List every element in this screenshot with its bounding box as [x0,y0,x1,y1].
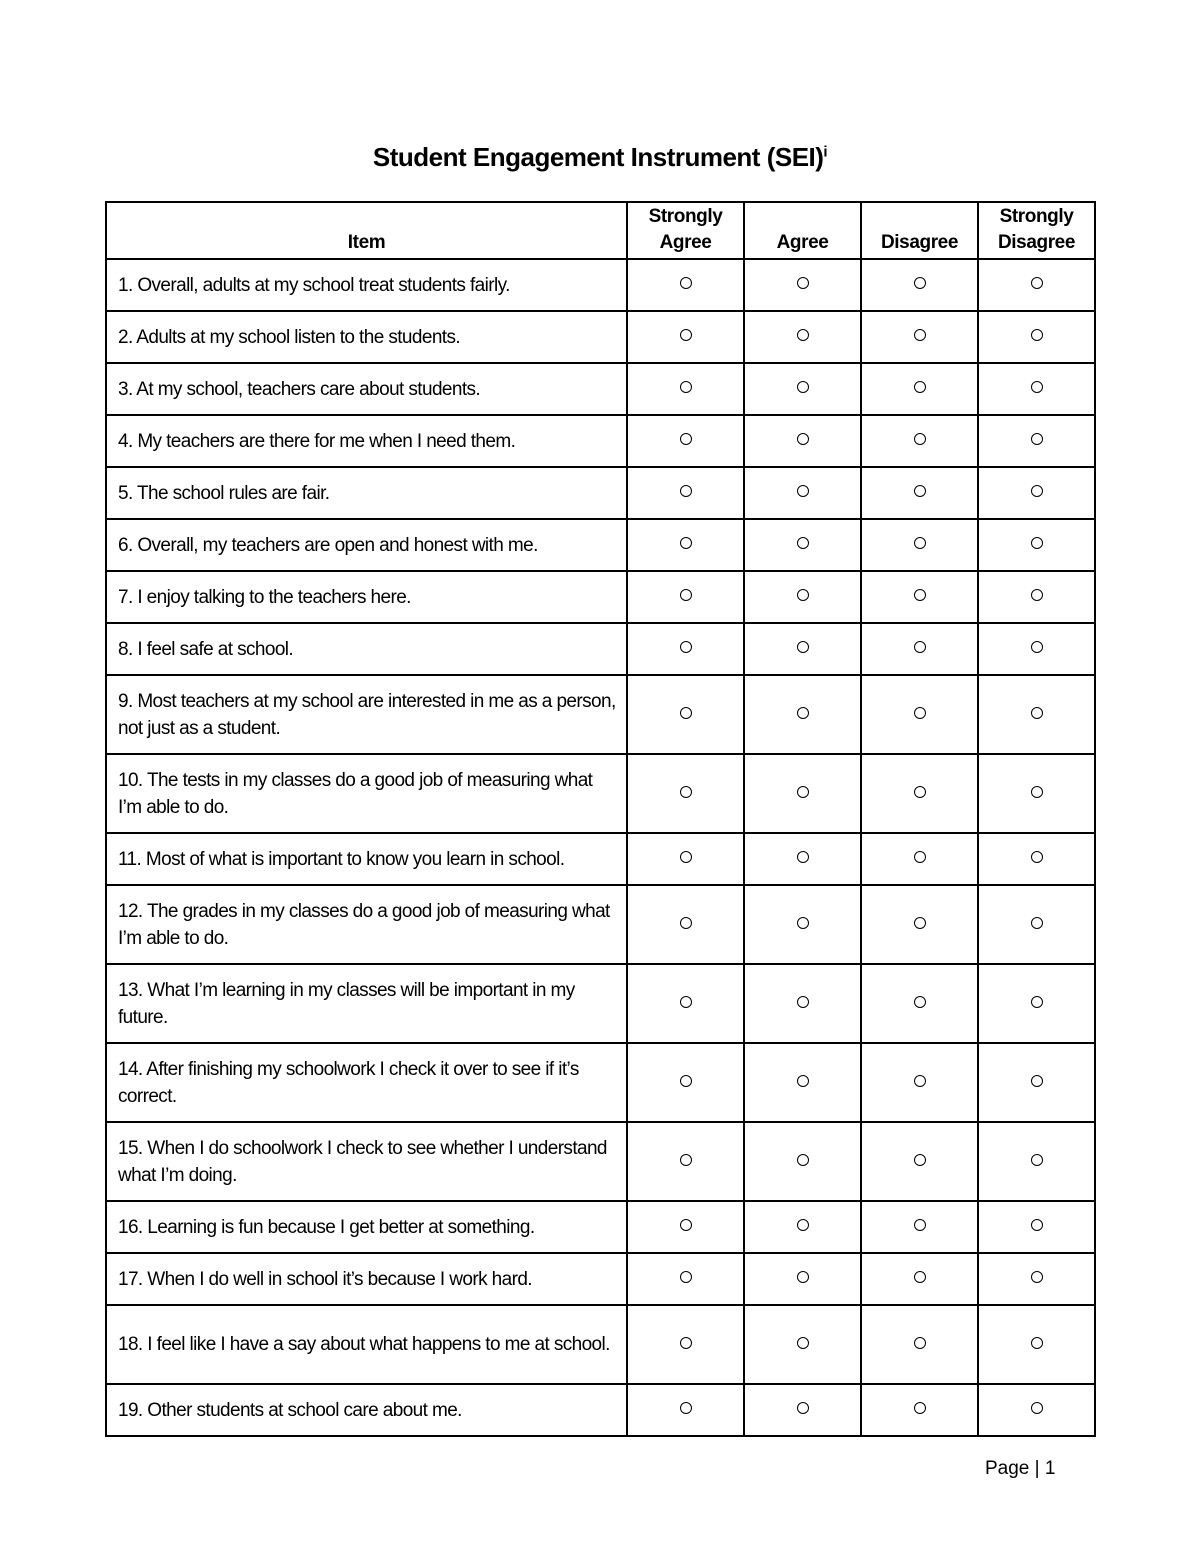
option-cell-strongly-agree [627,1201,744,1253]
column-header-item [106,202,627,259]
option-cell-strongly-disagree [978,623,1095,675]
item-text: 6. Overall, my teachers are open and honest with me. [106,519,627,571]
table-row [106,363,1095,415]
option-cell-strongly-agree [627,1043,744,1122]
option-cell-disagree [861,754,978,833]
radio-strongly-agree[interactable] [680,786,692,798]
option-cell-agree [744,675,861,754]
option-cell-agree [744,519,861,571]
radio-strongly-disagree[interactable] [1031,485,1043,497]
radio-strongly-agree[interactable] [680,381,692,393]
radio-strongly-disagree[interactable] [1031,537,1043,549]
radio-agree[interactable] [797,589,809,601]
option-cell-disagree [861,1043,978,1122]
table-row [106,623,1095,675]
option-cell-strongly-agree [627,259,744,311]
radio-strongly-disagree[interactable] [1031,1154,1043,1166]
table-row [106,1122,1095,1201]
column-header-strongly-agree [627,202,744,259]
radio-agree[interactable] [797,277,809,289]
radio-strongly-agree[interactable] [680,1402,692,1414]
option-cell-agree [744,1384,861,1436]
option-cell-disagree [861,1122,978,1201]
option-cell-agree [744,1201,861,1253]
radio-disagree[interactable] [914,1219,926,1231]
radio-strongly-agree[interactable] [680,1337,692,1349]
table-row [106,519,1095,571]
radio-strongly-disagree[interactable] [1031,1337,1043,1349]
radio-disagree[interactable] [914,537,926,549]
option-cell-strongly-disagree [978,885,1095,964]
radio-strongly-agree[interactable] [680,917,692,929]
option-cell-agree [744,363,861,415]
column-header-strongly-agree-line2: Agree [659,232,712,253]
option-cell-strongly-agree [627,1305,744,1384]
survey-table [105,201,1096,1437]
option-cell-strongly-disagree [978,571,1095,623]
radio-strongly-disagree[interactable] [1031,329,1043,341]
option-cell-agree [744,571,861,623]
table-row [106,259,1095,311]
column-header-agree [744,202,861,259]
radio-agree[interactable] [797,786,809,798]
radio-strongly-disagree[interactable] [1031,641,1043,653]
column-header-disagree [861,202,978,259]
option-cell-disagree [861,363,978,415]
option-cell-strongly-disagree [978,1305,1095,1384]
option-cell-agree [744,1253,861,1305]
option-cell-disagree [861,519,978,571]
radio-strongly-agree[interactable] [680,1219,692,1231]
option-cell-strongly-disagree [978,964,1095,1043]
radio-agree[interactable] [797,485,809,497]
column-header-strongly-disagree-line2: Disagree [997,232,1076,253]
radio-disagree[interactable] [914,1075,926,1087]
item-text: 7. I enjoy talking to the teachers here. [106,571,627,623]
option-cell-agree [744,885,861,964]
option-cell-strongly-agree [627,833,744,885]
page-number: 1 [1044,1458,1056,1479]
radio-agree[interactable] [797,641,809,653]
radio-disagree[interactable] [914,1271,926,1283]
radio-strongly-disagree[interactable] [1031,1271,1043,1283]
radio-strongly-agree[interactable] [680,707,692,719]
option-cell-strongly-agree [627,1384,744,1436]
radio-strongly-agree[interactable] [680,537,692,549]
option-cell-agree [744,1305,861,1384]
table-row [106,311,1095,363]
option-cell-strongly-agree [627,311,744,363]
option-cell-disagree [861,833,978,885]
radio-strongly-agree[interactable] [680,996,692,1008]
option-cell-strongly-agree [627,467,744,519]
radio-agree[interactable] [797,1402,809,1414]
radio-strongly-disagree[interactable] [1031,707,1043,719]
option-cell-strongly-agree [627,571,744,623]
option-cell-strongly-agree [627,363,744,415]
radio-disagree[interactable] [914,996,926,1008]
option-cell-strongly-agree [627,519,744,571]
item-text: 1. Overall, adults at my school treat students fairly. [106,259,627,311]
option-cell-strongly-agree [627,1122,744,1201]
page-footer [985,1458,1055,1480]
radio-strongly-agree[interactable] [680,329,692,341]
table-row [106,467,1095,519]
option-cell-strongly-agree [627,885,744,964]
option-cell-disagree [861,1305,978,1384]
radio-strongly-agree[interactable] [680,485,692,497]
radio-disagree[interactable] [914,641,926,653]
page-title [0,142,1200,173]
radio-agree[interactable] [797,707,809,719]
radio-agree[interactable] [797,1337,809,1349]
column-header-agree-label: Agree [776,232,829,253]
option-cell-strongly-disagree [978,1384,1095,1436]
option-cell-disagree [861,259,978,311]
option-cell-disagree [861,885,978,964]
table-row [106,571,1095,623]
table-row [106,885,1095,964]
option-cell-strongly-disagree [978,1122,1095,1201]
option-cell-agree [744,311,861,363]
table-row [106,1043,1095,1122]
radio-strongly-agree[interactable] [680,589,692,601]
option-cell-agree [744,415,861,467]
option-cell-strongly-disagree [978,675,1095,754]
radio-agree[interactable] [797,381,809,393]
radio-disagree[interactable] [914,589,926,601]
option-cell-agree [744,259,861,311]
option-cell-disagree [861,675,978,754]
option-cell-agree [744,467,861,519]
item-text: 4. My teachers are there for me when I need them. [106,415,627,467]
item-text: 13. What I’m learning in my classes will be important in my future. [106,964,627,1043]
radio-disagree[interactable] [914,485,926,497]
option-cell-agree [744,964,861,1043]
radio-strongly-disagree[interactable] [1031,277,1043,289]
radio-strongly-agree[interactable] [680,433,692,445]
page-label: Page [985,1458,1030,1479]
table-row [106,415,1095,467]
item-text: 2. Adults at my school listen to the students. [106,311,627,363]
option-cell-strongly-agree [627,754,744,833]
radio-agree[interactable] [797,329,809,341]
option-cell-strongly-agree [627,1253,744,1305]
radio-disagree[interactable] [914,1337,926,1349]
radio-disagree[interactable] [914,381,926,393]
radio-strongly-disagree[interactable] [1031,996,1043,1008]
option-cell-disagree [861,1253,978,1305]
option-cell-strongly-agree [627,415,744,467]
item-text: 9. Most teachers at my school are interested in me as a person, not just as a student. [106,675,627,754]
table-row [106,1253,1095,1305]
option-cell-strongly-disagree [978,467,1095,519]
column-header-strongly-disagree-line1: Strongly [999,206,1074,227]
radio-strongly-disagree[interactable] [1031,381,1043,393]
radio-disagree[interactable] [914,329,926,341]
option-cell-disagree [861,623,978,675]
radio-disagree[interactable] [914,917,926,929]
survey-body [106,259,1095,1436]
option-cell-agree [744,623,861,675]
column-header-strongly-agree-line1: Strongly [648,206,723,227]
radio-agree[interactable] [797,996,809,1008]
option-cell-strongly-disagree [978,754,1095,833]
option-cell-strongly-disagree [978,1253,1095,1305]
option-cell-disagree [861,571,978,623]
table-row [106,833,1095,885]
radio-disagree[interactable] [914,851,926,863]
radio-strongly-disagree[interactable] [1031,917,1043,929]
item-text: 11. Most of what is important to know you learn in school. [106,833,627,885]
option-cell-strongly-disagree [978,833,1095,885]
option-cell-strongly-disagree [978,259,1095,311]
item-text: 15. When I do schoolwork I check to see whether I understand what I’m doing. [106,1122,627,1201]
radio-strongly-agree[interactable] [680,641,692,653]
item-text: 16. Learning is fun because I get better at something. [106,1201,627,1253]
radio-strongly-agree[interactable] [680,851,692,863]
table-row [106,1201,1095,1253]
item-text: 8. I feel safe at school. [106,623,627,675]
item-text: 12. The grades in my classes do a good job of measuring what I’m able to do. [106,885,627,964]
radio-disagree[interactable] [914,786,926,798]
column-header-strongly-disagree [978,202,1095,259]
item-text: 18. I feel like I have a say about what happens to me at school. [106,1305,627,1384]
radio-agree[interactable] [797,1219,809,1231]
radio-strongly-agree[interactable] [680,1154,692,1166]
radio-agree[interactable] [797,1154,809,1166]
option-cell-strongly-disagree [978,1043,1095,1122]
option-cell-strongly-agree [627,964,744,1043]
item-text: 19. Other students at school care about me. [106,1384,627,1436]
table-row [106,964,1095,1043]
table-row [106,675,1095,754]
option-cell-disagree [861,415,978,467]
column-header-item-label: Item [347,232,386,253]
option-cell-disagree [861,1201,978,1253]
radio-agree[interactable] [797,537,809,549]
radio-disagree[interactable] [914,1154,926,1166]
option-cell-agree [744,754,861,833]
radio-disagree[interactable] [914,707,926,719]
radio-disagree[interactable] [914,433,926,445]
option-cell-strongly-disagree [978,415,1095,467]
radio-strongly-disagree[interactable] [1031,433,1043,445]
radio-agree[interactable] [797,1075,809,1087]
option-cell-disagree [861,467,978,519]
column-header-disagree-label: Disagree [880,232,959,253]
page-separator: | [1034,1458,1040,1479]
option-cell-agree [744,1043,861,1122]
radio-disagree[interactable] [914,277,926,289]
option-cell-disagree [861,1384,978,1436]
option-cell-strongly-disagree [978,363,1095,415]
option-cell-agree [744,1122,861,1201]
item-text: 3. At my school, teachers care about students. [106,363,627,415]
option-cell-strongly-agree [627,623,744,675]
option-cell-strongly-disagree [978,519,1095,571]
radio-strongly-agree[interactable] [680,277,692,289]
title-footnote-marker: i [823,143,828,161]
table-row [106,1305,1095,1384]
item-text: 5. The school rules are fair. [106,467,627,519]
radio-strongly-disagree[interactable] [1031,589,1043,601]
option-cell-disagree [861,311,978,363]
item-text: 17. When I do well in school it’s because I work hard. [106,1253,627,1305]
radio-disagree[interactable] [914,1402,926,1414]
radio-agree[interactable] [797,433,809,445]
radio-strongly-agree[interactable] [680,1271,692,1283]
radio-strongly-agree[interactable] [680,1075,692,1087]
radio-strongly-disagree[interactable] [1031,1219,1043,1231]
item-text: 14. After finishing my schoolwork I check it over to see if it’s correct. [106,1043,627,1122]
item-text: 10. The tests in my classes do a good job of measuring what I’m able to do. [106,754,627,833]
radio-strongly-disagree[interactable] [1031,1402,1043,1414]
header-row [106,202,1095,259]
radio-agree[interactable] [797,1271,809,1283]
radio-strongly-disagree[interactable] [1031,851,1043,863]
table-row [106,754,1095,833]
option-cell-strongly-disagree [978,1201,1095,1253]
option-cell-agree [744,833,861,885]
radio-agree[interactable] [797,851,809,863]
title-text: Student Engagement Instrument (SEI) [372,142,824,172]
radio-strongly-disagree[interactable] [1031,1075,1043,1087]
radio-strongly-disagree[interactable] [1031,786,1043,798]
option-cell-strongly-agree [627,675,744,754]
table-row [106,1384,1095,1436]
option-cell-strongly-disagree [978,311,1095,363]
radio-agree[interactable] [797,917,809,929]
option-cell-disagree [861,964,978,1043]
